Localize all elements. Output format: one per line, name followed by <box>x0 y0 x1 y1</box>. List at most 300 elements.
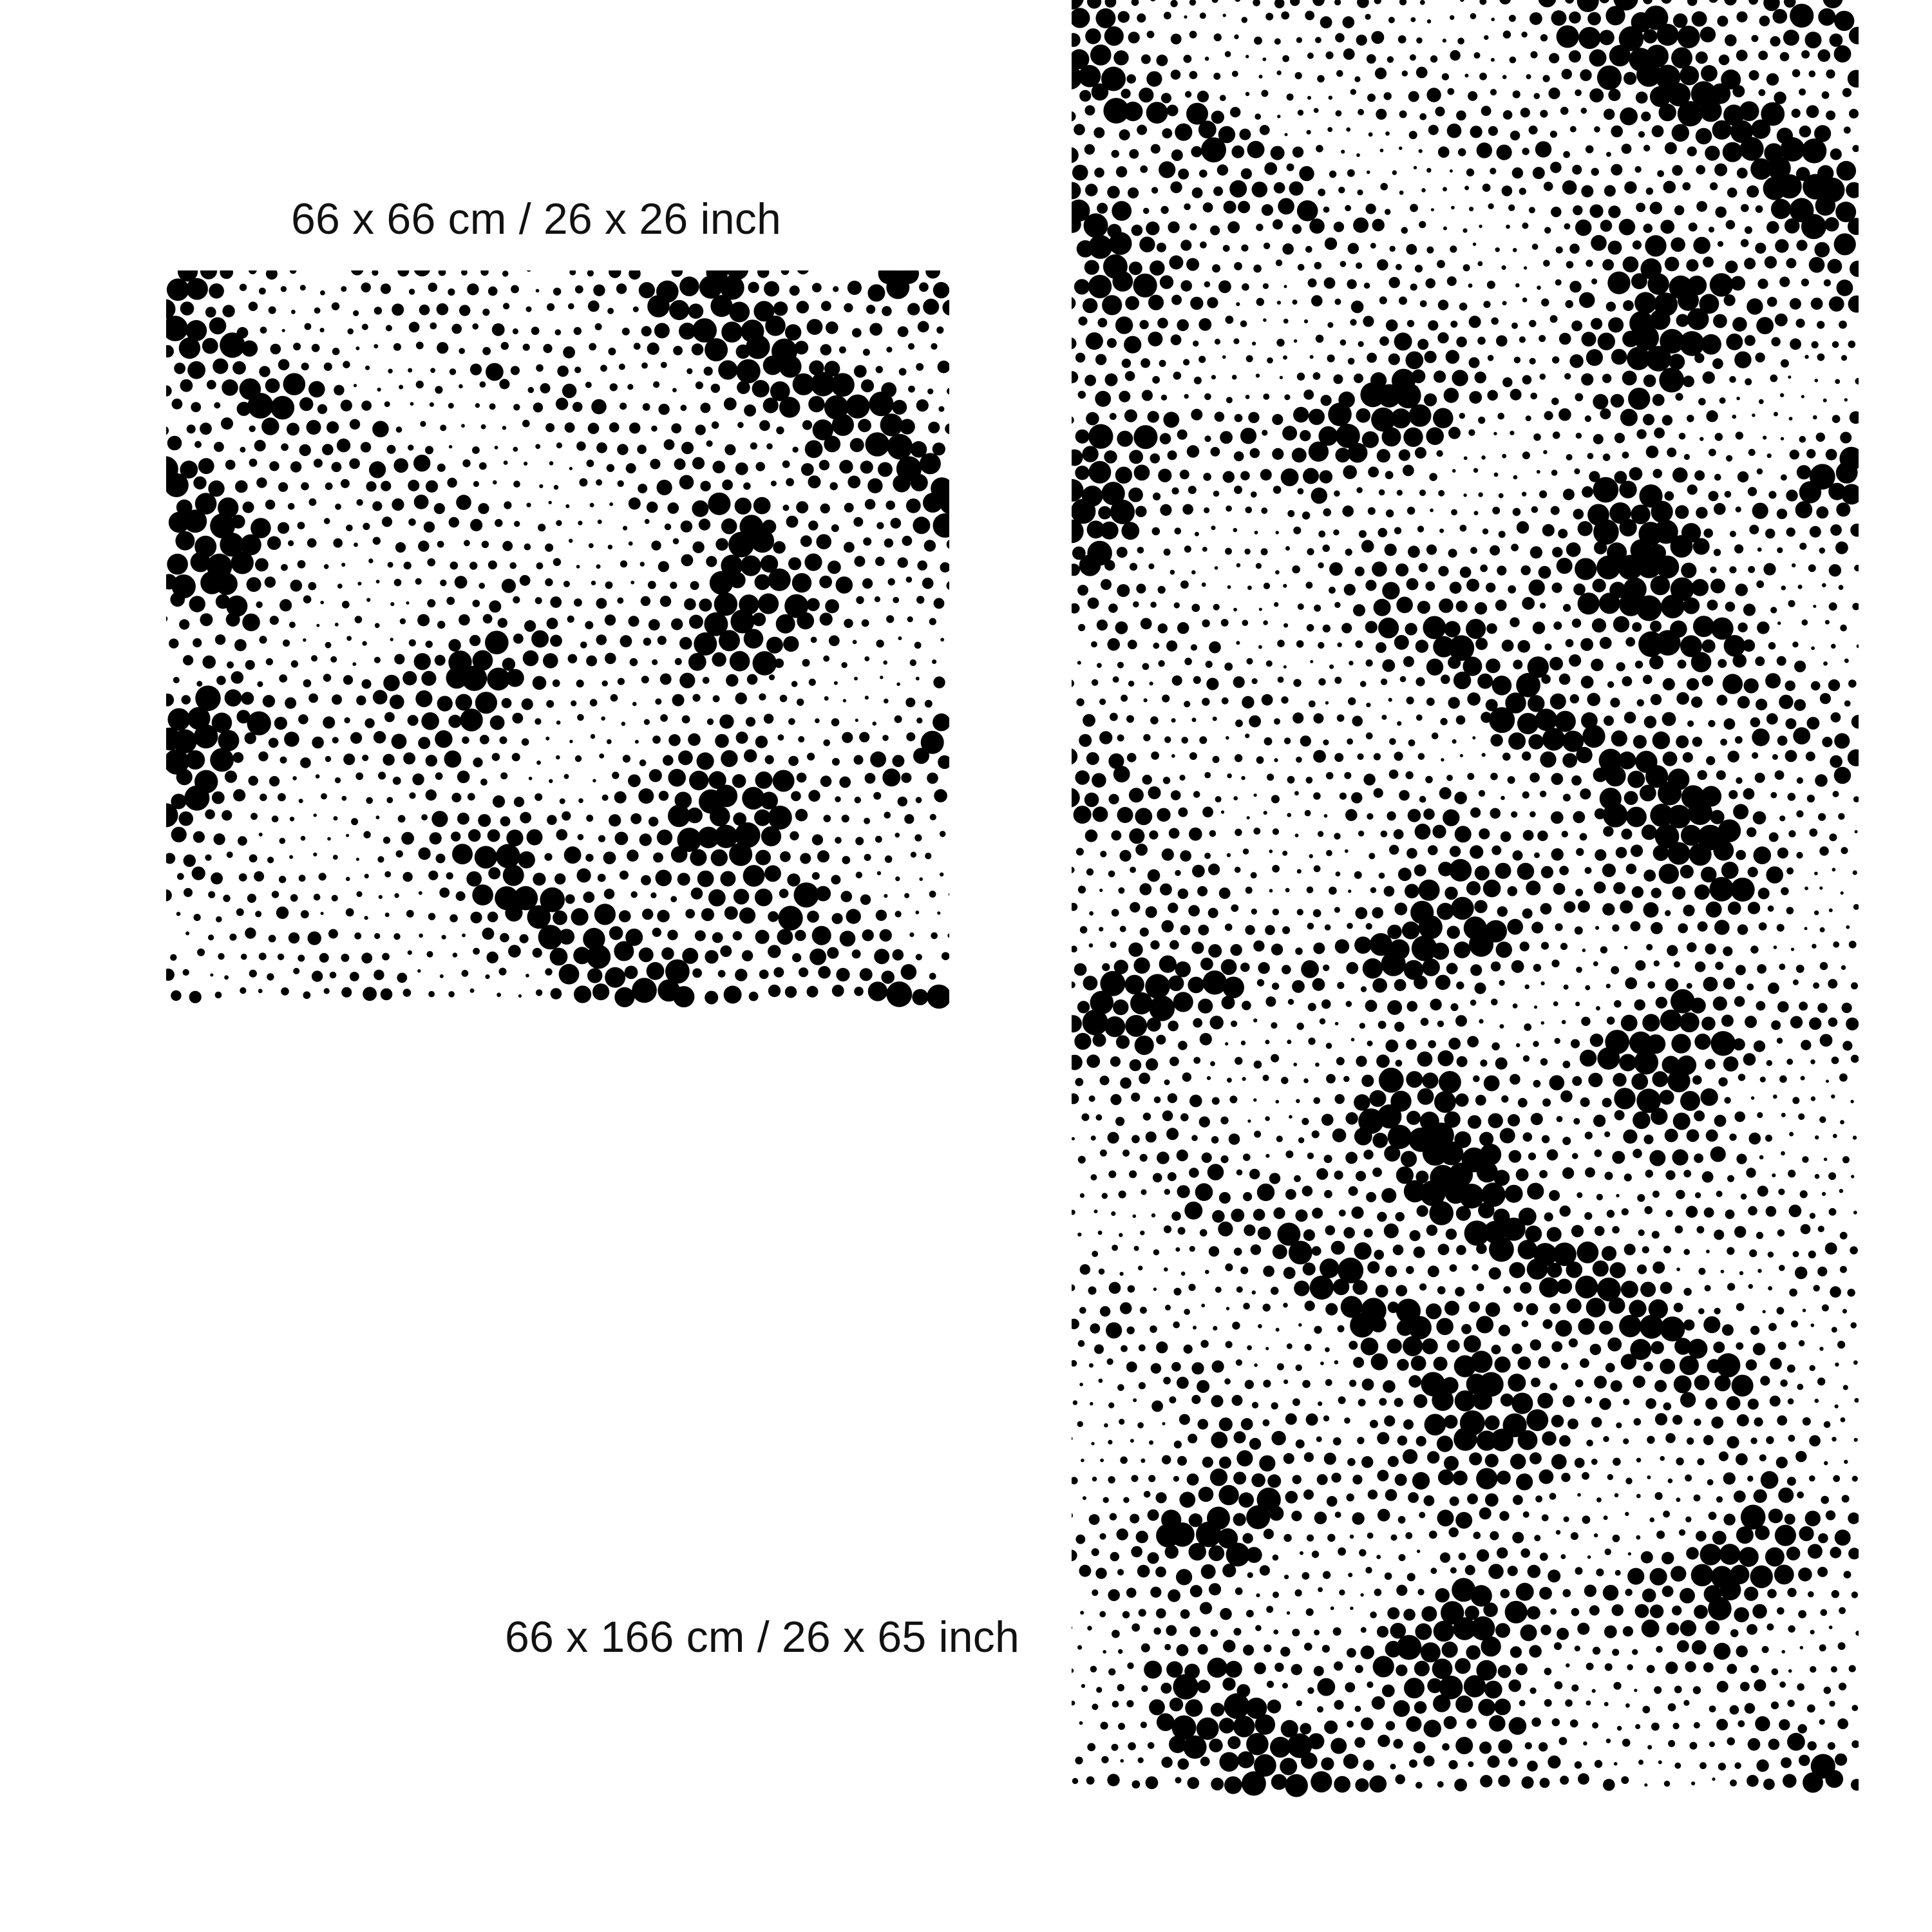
polka-dot <box>1464 1675 1486 1697</box>
polka-dot <box>1563 1061 1571 1068</box>
size-caption-runner: 66 x 166 cm / 26 x 65 inch <box>505 1613 1019 1662</box>
polka-dot <box>1475 638 1488 650</box>
polka-dot <box>1508 732 1526 750</box>
polka-dot <box>180 301 194 316</box>
polka-dot <box>1625 1703 1630 1708</box>
polka-dot <box>1324 1453 1336 1465</box>
polka-dot <box>842 815 849 822</box>
polka-dot <box>538 524 545 531</box>
polka-dot <box>1116 1036 1130 1049</box>
polka-dot <box>1513 475 1518 480</box>
polka-dot <box>321 793 327 800</box>
polka-dot <box>936 327 943 334</box>
polka-dot <box>1348 358 1355 365</box>
polka-dot <box>1420 0 1425 5</box>
polka-dot <box>1575 1379 1584 1388</box>
polka-dot <box>1665 142 1677 155</box>
polka-dot <box>166 694 174 706</box>
polka-dot <box>1259 75 1263 79</box>
polka-dot <box>1801 50 1810 59</box>
polka-dot <box>1799 88 1806 95</box>
polka-dot <box>1372 1133 1388 1148</box>
polka-dot <box>804 553 822 571</box>
polka-dot <box>1264 583 1270 589</box>
polka-dot <box>1199 169 1208 178</box>
polka-dot <box>1219 887 1231 899</box>
polka-dot <box>1728 902 1741 915</box>
polka-dot <box>1255 1714 1276 1735</box>
polka-dot <box>466 871 482 887</box>
polka-dot <box>212 791 225 804</box>
polka-dot <box>1667 945 1678 956</box>
polka-dot <box>1123 1497 1129 1503</box>
polka-dot <box>1296 37 1302 43</box>
polka-dot <box>1687 0 1697 6</box>
polka-dot <box>722 480 733 491</box>
polka-dot <box>1522 147 1529 155</box>
polka-dot <box>363 523 370 530</box>
polka-dot <box>764 281 779 297</box>
polka-dot <box>1703 256 1714 267</box>
polka-dot <box>1201 137 1226 162</box>
polka-dot <box>1223 245 1230 252</box>
polka-dot <box>1609 1297 1625 1314</box>
polka-dot <box>945 423 949 434</box>
polka-dot <box>947 581 950 591</box>
polka-dot <box>1541 866 1553 878</box>
polka-dot <box>1535 1495 1542 1502</box>
polka-dot <box>1461 1324 1472 1334</box>
polka-dot <box>265 576 276 587</box>
polka-dot <box>1513 1003 1518 1009</box>
polka-dot <box>667 930 677 940</box>
polka-dot <box>1809 1018 1821 1030</box>
polka-dot <box>1092 1548 1099 1556</box>
polka-dot <box>1754 846 1772 864</box>
polka-dot <box>795 930 806 941</box>
polka-dot <box>1302 1186 1313 1197</box>
polka-dot <box>460 708 482 731</box>
polka-dot <box>1134 1246 1139 1251</box>
polka-dot <box>1604 1702 1609 1707</box>
polka-dot <box>1520 1624 1537 1641</box>
polka-dot <box>1274 0 1285 8</box>
polka-dot <box>1814 872 1818 876</box>
polka-dot <box>1403 656 1414 667</box>
polka-dot <box>1277 1363 1284 1370</box>
polka-dot <box>1110 942 1117 948</box>
polka-dot <box>368 558 373 563</box>
polka-dot <box>1361 1627 1367 1633</box>
polka-dot <box>1162 1110 1173 1121</box>
polka-dot <box>1611 1380 1622 1392</box>
polka-dot <box>940 562 950 573</box>
polka-dot <box>1848 679 1857 688</box>
polka-dot <box>1222 977 1244 999</box>
polka-dot <box>1379 296 1387 304</box>
polka-dot <box>783 636 799 652</box>
polka-dot <box>1115 621 1128 634</box>
polka-dot <box>1651 922 1663 934</box>
polka-dot <box>1553 1001 1558 1007</box>
polka-dot <box>1633 1376 1645 1388</box>
polka-dot <box>1444 621 1461 637</box>
polka-dot <box>1298 1137 1304 1143</box>
polka-dot <box>906 732 915 741</box>
polka-dot <box>1809 70 1816 77</box>
polka-dot <box>1335 33 1345 43</box>
polka-dot <box>1180 1609 1190 1619</box>
polka-dot <box>1079 1721 1083 1725</box>
polka-dot <box>807 319 823 335</box>
polka-dot <box>1358 341 1364 347</box>
polka-dot <box>681 442 694 454</box>
polka-dot <box>1234 262 1242 270</box>
polka-dot <box>1408 739 1416 746</box>
polka-dot <box>914 642 922 649</box>
polka-dot <box>1077 661 1081 665</box>
polka-dot <box>1104 560 1115 571</box>
polka-dot <box>1161 920 1173 933</box>
polka-dot <box>1748 1399 1759 1410</box>
polka-dot <box>1302 1572 1310 1580</box>
polka-dot <box>1736 1645 1748 1657</box>
polka-dot <box>1188 905 1200 916</box>
polka-dot <box>1384 1416 1395 1426</box>
polka-dot <box>1110 1056 1121 1066</box>
polka-dot <box>214 833 225 845</box>
polka-dot <box>1352 1280 1367 1295</box>
polka-dot <box>1435 1588 1450 1602</box>
polka-dot <box>175 531 194 551</box>
polka-dot <box>1643 675 1653 685</box>
polka-dot <box>786 516 799 528</box>
polka-dot <box>1410 1230 1421 1241</box>
polka-dot <box>480 270 488 276</box>
polka-dot <box>214 402 220 408</box>
polka-dot <box>1438 146 1450 158</box>
polka-dot <box>1112 1245 1118 1251</box>
polka-dot <box>1189 1246 1195 1252</box>
polka-dot <box>1752 752 1758 759</box>
polka-dot <box>908 386 915 393</box>
polka-dot <box>202 656 216 669</box>
polka-dot <box>898 636 902 640</box>
polka-dot <box>419 891 422 895</box>
polka-dot <box>341 400 352 412</box>
polka-dot <box>1698 1268 1705 1275</box>
polka-dot <box>768 569 791 591</box>
polka-dot <box>1647 1475 1651 1479</box>
polka-dot <box>1852 145 1859 152</box>
polka-dot <box>513 447 518 452</box>
polka-dot <box>1728 790 1738 799</box>
polka-dot <box>1200 1602 1212 1615</box>
polka-dot <box>1629 467 1643 480</box>
polka-dot <box>554 873 565 884</box>
polka-dot <box>536 365 544 372</box>
polka-dot <box>1191 570 1196 574</box>
polka-dot <box>1593 1647 1600 1654</box>
polka-dot <box>1526 415 1531 421</box>
polka-dot <box>1215 796 1222 802</box>
polka-dot <box>470 989 475 993</box>
polka-dot <box>173 677 180 683</box>
polka-dot <box>1766 1436 1774 1444</box>
polka-dot <box>1758 51 1768 61</box>
polka-dot <box>232 361 246 375</box>
polka-dot <box>1169 828 1180 839</box>
polka-dot <box>1716 1496 1723 1502</box>
polka-dot <box>904 893 909 898</box>
polka-dot <box>1263 1419 1270 1426</box>
polka-dot <box>1116 166 1127 177</box>
polka-dot <box>1659 864 1679 884</box>
polka-dot <box>416 381 424 388</box>
polka-dot <box>942 300 949 316</box>
polka-dot <box>1138 1757 1144 1763</box>
polka-dot <box>385 913 390 917</box>
polka-dot <box>647 343 659 355</box>
polka-dot <box>1574 468 1580 474</box>
polka-dot <box>1555 923 1563 931</box>
polka-dot <box>924 540 936 551</box>
polka-dot <box>1615 433 1625 443</box>
polka-dot <box>825 599 839 613</box>
polka-dot <box>1730 1705 1739 1715</box>
polka-dot <box>1490 89 1497 95</box>
polka-dot <box>1447 88 1454 95</box>
polka-dot <box>1394 527 1401 534</box>
polka-dot <box>1563 151 1570 158</box>
polka-dot <box>1738 1074 1745 1081</box>
polka-dot <box>1447 926 1460 939</box>
polka-dot <box>1783 30 1799 46</box>
polka-dot <box>1755 656 1765 666</box>
polka-dot <box>1361 986 1367 992</box>
polka-dot <box>1561 1473 1570 1482</box>
polka-dot <box>1369 1090 1386 1107</box>
polka-dot <box>342 601 350 609</box>
polka-dot <box>1706 902 1722 918</box>
polka-dot <box>1853 871 1857 875</box>
polka-dot <box>1463 264 1470 271</box>
polka-dot <box>1406 1111 1421 1125</box>
polka-dot <box>1089 1095 1095 1102</box>
polka-dot <box>1220 95 1226 101</box>
polka-dot <box>167 436 182 451</box>
polka-dot <box>807 986 819 998</box>
polka-dot <box>1775 239 1788 252</box>
polka-dot <box>1414 976 1428 990</box>
polka-dot <box>1311 295 1323 307</box>
polka-dot <box>1245 55 1249 58</box>
polka-dot <box>782 460 790 468</box>
polka-dot <box>1490 168 1496 175</box>
polka-dot <box>605 582 613 589</box>
polka-dot <box>1164 1189 1170 1195</box>
polka-dot <box>1756 205 1763 213</box>
polka-dot <box>591 399 607 415</box>
polka-dot <box>1563 794 1571 802</box>
polka-dot <box>773 967 784 978</box>
polka-dot <box>288 503 295 510</box>
polka-dot <box>576 565 580 569</box>
polka-dot <box>1817 1267 1827 1276</box>
polka-dot <box>1434 1091 1456 1113</box>
polka-dot <box>1131 1093 1140 1102</box>
polka-dot <box>1809 1435 1821 1447</box>
polka-dot <box>215 634 225 645</box>
polka-dot <box>591 581 596 585</box>
polka-dot <box>574 366 581 373</box>
polka-dot <box>408 444 413 450</box>
polka-dot <box>1310 1276 1334 1300</box>
polka-dot <box>1694 1495 1701 1502</box>
polka-dot <box>249 776 258 786</box>
polka-dot <box>1129 450 1143 464</box>
polka-dot <box>812 872 820 880</box>
polka-dot <box>1727 1396 1741 1410</box>
polka-dot <box>1825 620 1830 625</box>
polka-dot <box>1562 180 1577 195</box>
polka-dot <box>1674 205 1684 215</box>
polka-dot <box>940 873 943 876</box>
polka-dot <box>598 520 602 524</box>
polka-dot <box>1425 776 1433 784</box>
polka-dot <box>1603 802 1627 827</box>
polka-dot <box>1607 1338 1622 1352</box>
polka-dot <box>1284 285 1287 288</box>
polka-dot <box>1839 1074 1848 1082</box>
polka-dot <box>884 699 889 704</box>
polka-dot <box>1177 1185 1190 1198</box>
polka-dot <box>1323 625 1331 632</box>
polka-dot <box>473 757 482 767</box>
polka-dot <box>1155 1567 1166 1578</box>
polka-dot <box>1119 1191 1126 1198</box>
polka-dot <box>495 446 498 450</box>
polka-dot <box>609 814 621 826</box>
polka-dot <box>844 619 853 628</box>
polka-dot <box>1285 133 1288 137</box>
polka-dot <box>609 926 623 940</box>
polka-dot <box>1823 0 1843 8</box>
polka-dot <box>554 485 558 489</box>
polka-dot <box>1717 1681 1728 1692</box>
polka-dot <box>1663 181 1676 194</box>
polka-dot <box>1221 619 1229 627</box>
polka-dot <box>1171 718 1176 723</box>
polka-dot <box>888 578 895 585</box>
polka-dot <box>1089 1363 1094 1368</box>
polka-dot <box>1508 886 1518 896</box>
polka-dot <box>1105 0 1117 8</box>
polka-dot <box>363 831 370 838</box>
polka-dot <box>1597 1047 1620 1070</box>
polka-dot <box>1531 1378 1540 1387</box>
polka-dot <box>1602 864 1616 877</box>
polka-dot <box>1411 17 1416 23</box>
polka-dot <box>1586 260 1593 267</box>
polka-dot <box>1705 943 1716 954</box>
polka-dot <box>892 400 907 415</box>
polka-dot <box>1624 791 1638 805</box>
polka-dot <box>1768 1323 1777 1331</box>
polka-dot <box>480 381 486 388</box>
polka-dot <box>1225 548 1232 555</box>
polka-dot <box>1595 849 1606 861</box>
polka-dot <box>1710 1031 1736 1056</box>
polka-dot <box>1479 1741 1492 1754</box>
polka-dot <box>1480 1059 1487 1066</box>
polka-dot <box>860 895 871 905</box>
polka-dot <box>1655 630 1681 656</box>
polka-dot <box>1304 1344 1311 1351</box>
polka-dot <box>1625 1478 1632 1484</box>
polka-dot <box>1722 1324 1734 1336</box>
polka-dot <box>540 383 551 393</box>
polka-dot <box>1095 354 1106 365</box>
polka-dot <box>1405 623 1417 635</box>
polka-dot <box>1612 924 1619 931</box>
polka-dot <box>1099 927 1103 931</box>
polka-dot <box>1736 1526 1754 1544</box>
polka-dot <box>667 502 679 514</box>
polka-dot <box>1470 964 1482 976</box>
polka-dot <box>556 755 560 760</box>
polka-dot <box>1335 448 1350 462</box>
polka-dot <box>1138 1265 1143 1271</box>
polka-dot <box>1494 1699 1511 1716</box>
polka-dot <box>1149 1441 1153 1445</box>
polka-dot <box>1850 412 1859 424</box>
polka-dot <box>690 581 699 590</box>
polka-dot <box>1464 457 1468 460</box>
polka-dot <box>1513 508 1521 516</box>
polka-dot <box>1801 279 1809 287</box>
polka-dot <box>317 404 327 414</box>
polka-dot <box>1497 145 1512 160</box>
polka-dot <box>1775 770 1785 780</box>
polka-dot <box>1510 1646 1522 1658</box>
polka-dot <box>639 833 652 846</box>
polka-dot <box>1204 772 1211 779</box>
polka-dot <box>904 814 914 824</box>
polka-dot <box>644 719 650 725</box>
polka-dot <box>526 307 532 312</box>
polka-dot <box>437 696 453 712</box>
polka-dot <box>1618 752 1636 770</box>
polka-dot <box>1403 1609 1416 1621</box>
polka-dot <box>608 545 612 549</box>
polka-dot <box>1818 1226 1824 1232</box>
polka-dot <box>1186 258 1199 271</box>
polka-dot <box>1556 247 1563 254</box>
polka-dot <box>205 810 215 820</box>
polka-dot <box>578 521 582 526</box>
polka-dot <box>1564 901 1575 913</box>
polka-dot <box>1324 1155 1332 1163</box>
polka-dot <box>912 989 928 1005</box>
polka-dot <box>1261 90 1268 97</box>
polka-dot <box>1415 265 1423 272</box>
polka-dot <box>1266 1606 1273 1613</box>
polka-dot <box>1198 120 1217 138</box>
polka-dot <box>355 346 359 350</box>
polka-dot <box>523 344 530 351</box>
polka-dot <box>1829 296 1844 312</box>
